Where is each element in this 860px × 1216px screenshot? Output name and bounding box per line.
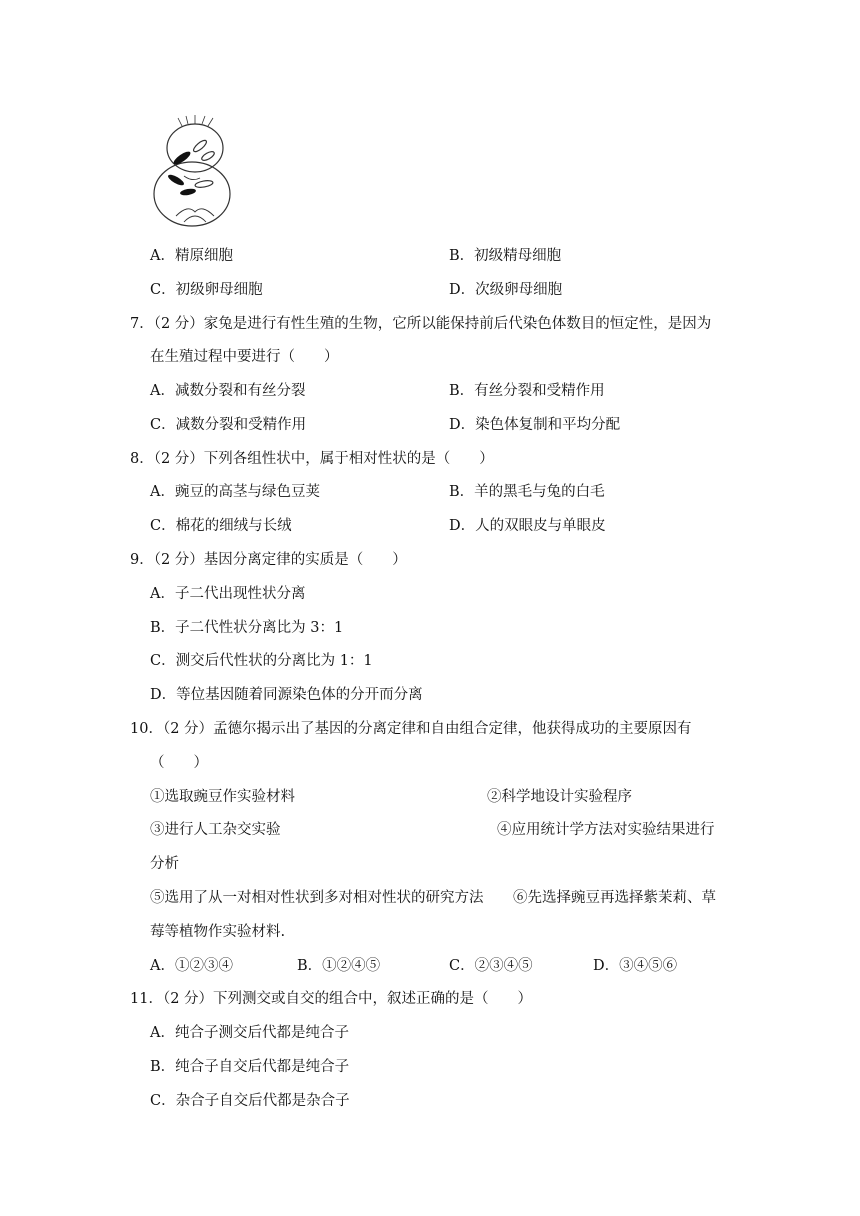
q11-option-b: B．纯合子自交后代都是纯合子	[150, 1059, 350, 1075]
q7-stem-line2: 在生殖过程中要进行（ ）	[150, 349, 339, 365]
q10-option-b: B．①②④⑤	[297, 958, 381, 974]
q6-option-a: A．精原细胞	[150, 248, 233, 264]
q11-option-a: A．纯合子测交后代都是纯合子	[150, 1025, 349, 1041]
q10-stem-line1: 10．（2 分）孟德尔揭示出了基因的分离定律和自由组合定律，他获得成功的主要原因有	[130, 721, 692, 737]
q8-option-c: C．棉花的细绒与长绒	[150, 518, 292, 534]
q6-option-c: C．初级卵母细胞	[150, 282, 263, 298]
q10-item-2: ②科学地设计实验程序	[487, 789, 632, 805]
q10-stem-line2: （ ）	[150, 755, 208, 771]
q11-stem: 11．（2 分）下列测交或自交的组合中，叙述正确的是（ ）	[130, 991, 533, 1007]
q10-option-a: A．①②③④	[150, 958, 233, 974]
q10-option-c: C．②③④⑤	[449, 958, 533, 974]
q6-option-b: B．初级精母细胞	[449, 248, 562, 264]
q10-item-6-cont: 莓等植物作实验材料.	[150, 924, 286, 940]
q10-item-5: ⑤选用了从一对相对性状到多对相对性状的研究方法	[150, 890, 484, 906]
q9-option-a: A．子二代出现性状分离	[150, 586, 306, 602]
q9-option-d: D．等位基因随着同源染色体的分开而分离	[150, 687, 423, 703]
q8-option-a: A．豌豆的高茎与绿色豆荚	[150, 484, 320, 500]
q9-stem: 9．（2 分）基因分离定律的实质是（ ）	[130, 552, 407, 568]
q7-option-d: D．染色体复制和平均分配	[449, 417, 621, 433]
q7-option-c: C．减数分裂和受精作用	[150, 417, 307, 433]
q10-item-6: ⑥先选择豌豆再选择紫茉莉、草	[513, 890, 716, 906]
q9-option-b: B．子二代性状分离比为 3：1	[150, 620, 344, 636]
q9-option-c: C．测交后代性状的分离比为 1：1	[150, 653, 373, 669]
q11-option-c: C．杂合子自交后代都是杂合子	[150, 1093, 350, 1109]
q10-item-3: ③进行人工杂交实验	[150, 822, 281, 838]
q8-option-b: B．羊的黑毛与兔的白毛	[449, 484, 605, 500]
q10-option-d: D．③④⑤⑥	[593, 958, 678, 974]
q7-option-a: A．减数分裂和有丝分裂	[150, 383, 306, 399]
q10-item-4-cont: 分析	[150, 856, 179, 872]
q10-item-4: ④应用统计学方法对实验结果进行	[497, 822, 715, 838]
q8-option-d: D．人的双眼皮与单眼皮	[449, 518, 606, 534]
q8-stem: 8．（2 分）下列各组性状中，属于相对性状的是（ ）	[130, 451, 494, 467]
q7-stem-line1: 7．（2 分）家兔是进行有性生殖的生物，它所以能保持前后代染色体数目的恒定性，是因为	[130, 316, 712, 332]
q7-option-b: B．有丝分裂和受精作用	[449, 383, 605, 399]
q10-item-1: ①选取豌豆作实验材料	[150, 789, 295, 805]
q6-option-d: D．次级卵母细胞	[449, 282, 563, 298]
cell-division-figure	[148, 112, 242, 230]
